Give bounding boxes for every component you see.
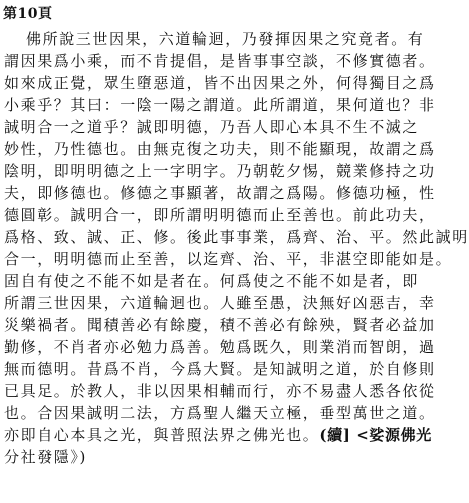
text-line: 誠明合一之道乎？誠即明德，乃吾人即心本具不生不滅之 — [4, 118, 420, 136]
text-line: 合一，明明德而止至善，以迄齊、治、平，非湛空即能如是。 — [4, 250, 453, 268]
text-line: 小乘乎？其曰：一陰一陽之謂道。此所謂道，果何道也？非 — [4, 96, 436, 114]
text-line: 如來成正覺，眾生墮惡道，皆不出因果之外，何得獨目之爲 — [4, 74, 436, 92]
text-line — [4, 426, 432, 444]
text-line: 勤修，不肖者亦必勉力爲善。勉爲既久，則業消而智朗，過 — [4, 338, 436, 356]
text-line: 夫，即修德也。修德之事顯著，故謂之爲陽。修德功極，性 — [4, 184, 436, 202]
text-line-body: 亦即自心本具之光，與普照法界之佛光也。 — [4, 426, 320, 444]
source-citation-end: 分社發隱》) — [4, 448, 87, 466]
text-line: 謂因果爲小乘，而不肯提倡，是皆事事空談，不修實德者。 — [4, 52, 436, 70]
text-line: 陰明，即明明德之上一字明字。乃朝乾夕惕，競業修持之功 — [4, 162, 436, 180]
text-line: 佛所說三世因果，六道輪迴，乃發揮因果之究竟者。有 — [26, 30, 425, 48]
page-number-label: 第10頁 — [3, 6, 53, 22]
text-line: 已具足。於教人，非以因果相輔而行，亦不易盡人悉各依從 — [4, 382, 436, 400]
text-line: 無而德明。昔爲不肖，今爲大賢。是知誠明之道，於自修則 — [4, 360, 436, 378]
text-line: 也。合因果誠明二法，方爲聖人繼天立極，垂型萬世之道。 — [4, 404, 436, 422]
text-line: 所謂三世因果，六道輪迴也。人雖至愚，決無好凶惡吉，幸 — [4, 294, 436, 312]
text-line: 德圓彰。誠明合一，即所謂明明德而止至善也。前此功夫， — [4, 206, 436, 224]
source-citation-start: (續] <娑源佛光 — [319, 426, 432, 444]
text-line: 妙性，乃性德也。由無克復之功夫，則不能顯現，故謂之爲 — [4, 140, 436, 158]
text-line: 爲格、致、誠、正、修。後此事事業，爲齊、治、平。然此誠明 — [4, 228, 469, 246]
text-line: 災樂禍者。聞積善必有餘慶，積不善必有餘殃，賢者必益加 — [4, 316, 436, 334]
text-line: 固自有使之不能不如是者在。何爲使之不能不如是者，即 — [4, 272, 420, 290]
